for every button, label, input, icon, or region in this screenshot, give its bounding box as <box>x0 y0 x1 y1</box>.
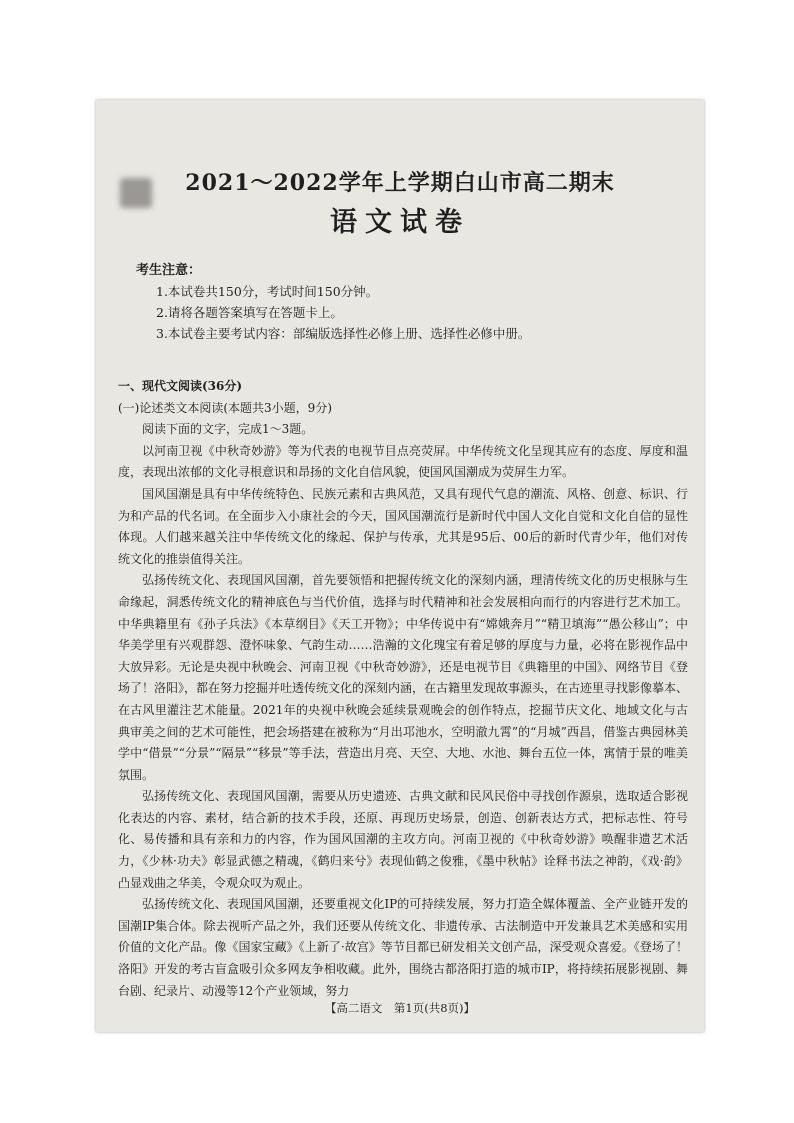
notice-item: 2.请将各题答案填写在答题卡上。 <box>156 305 343 320</box>
paragraph: 以河南卫视《中秋奇妙游》等为代表的电视节目点亮荧屏。中华传统文化呈现其应有的态度、厚度和温度，表现出浓郁的文化寻根意识和昂扬的文化自信风貌，使国风国潮成为荧屏生力军。 <box>118 443 688 480</box>
subsection-heading: (一)论述类文本阅读(本题共3小题，9分) <box>118 400 332 415</box>
page-footer: 【高二语文 第1页(共8页)】 <box>324 1001 476 1015</box>
paragraph: 弘扬传统文化、表现国风国潮，需要从历史遗迹、古典文献和民风民俗中寻找创作源泉，选取适合影视化表达的内容、素材，结合新的技术手段，还原、再现历史场景，创造、创新表达方式，把标志性、符号化、易传播和具有亲和力的内容，作为国风国潮的主攻方向。河南卫视的《中秋奇妙游》唤醒非遗艺术活力，《少林·功夫》彰显武德之精魂，《鹤归来兮》表现仙鹤之俊雅，《墨中秋帖》诠释书法之神韵，《戏·韵》凸显戏曲之华美，令观众叹为观止。 <box>118 789 688 890</box>
paragraph: 弘扬传统文化、表现国风国潮，首先要领悟和把握传统文化的深刻内涵，理清传统文化的历史根脉与生命缘起，洞悉传统文化的精神底色与当代价值，选择与时代精神和社会发展相向而行的内容进行艺术加工。中华典籍里有《孙子兵法》《本草纲目》《天工开物》；中华传说中有“嫦娥奔月”“精卫填海”“愚公移山”；中华美学里有兴观群怨、澄怀味象、气韵生动……浩瀚的文化瑰宝有着足够的厚度与力量，必将在影视作品中大放异彩。无论是央视中秋晚会、河南卫视《中秋奇妙游》，还是电视节目《典籍里的中国》、网络节目《登场了！洛阳》，都在努力挖掘并吐透传统文化的深刻内涵，在古籍里发现故事源头，在古迹里寻找影像摹本、在古风里灌注艺术能量。2021年的央视中秋晚会延续景观晚会的创作特点，挖掘节庆文化、地域文化与古典审美之间的艺术可能性，把会场搭建在被称为“月出邛池水，空明澈九霄”的“月城”西昌，借鉴古典园林美学中“借景”“分景”“隔景”“移景”等手法，营造出月亮、天空、大地、水池、舞台五位一体，寓情于景的唯美氛围。 <box>118 573 689 782</box>
section-heading: 一、现代文阅读(36分) <box>118 379 243 393</box>
paragraph: 弘扬传统文化、表现国风国潮，还要重视文化IP的可持续发展，努力打造全媒体覆盖、全产业链开发的国潮IP集合体。除去视听产品之外，我们还要从传统文化、非遗传承、古法制造中开发兼具艺术美感和实用价值的文化产品。像《国家宝藏》《上新了·故宫》等节目都已研发相关文创产品，深受观众喜爱。《登场了！洛阳》开发的考古盲盒吸引众多网友争相收藏。此外，围绕古都洛阳打造的城市IP，将持续拓展影视剧、舞台剧、纪录片、动漫等12个产业领域，努力 <box>118 897 688 998</box>
exam-subject-title: 语文试卷 <box>330 207 470 238</box>
paragraph: 国风国潮是具有中华传统特色、民族元素和古典风范，又具有现代气息的潮流、风格、创意、标识、行为和产品的代名词。在全面步入小康社会的今天，国风国潮流行是新时代中国人文化自觉和文化自信的显性体现。人们越来越关注中华传统文化的缘起、保护与传承，尤其是95后、00后的新时代青少年，他们对传统文化的推崇值得关注。 <box>118 486 688 566</box>
exam-paper <box>96 100 704 1032</box>
reading-section <box>118 376 688 1002</box>
instruction-text: 阅读下面的文字，完成1～3题。 <box>142 422 314 437</box>
notice-block <box>136 260 676 344</box>
exam-title: 2021～2022学年上学期白山市高二期末 <box>185 170 615 196</box>
notice-item: 1.本试卷共150分，考试时间150分钟。 <box>156 284 379 299</box>
notice-item: 3.本试卷主要考试内容：部编版选择性必修上册、选择性必修中册。 <box>156 326 531 341</box>
notice-heading: 考生注意： <box>136 263 202 278</box>
